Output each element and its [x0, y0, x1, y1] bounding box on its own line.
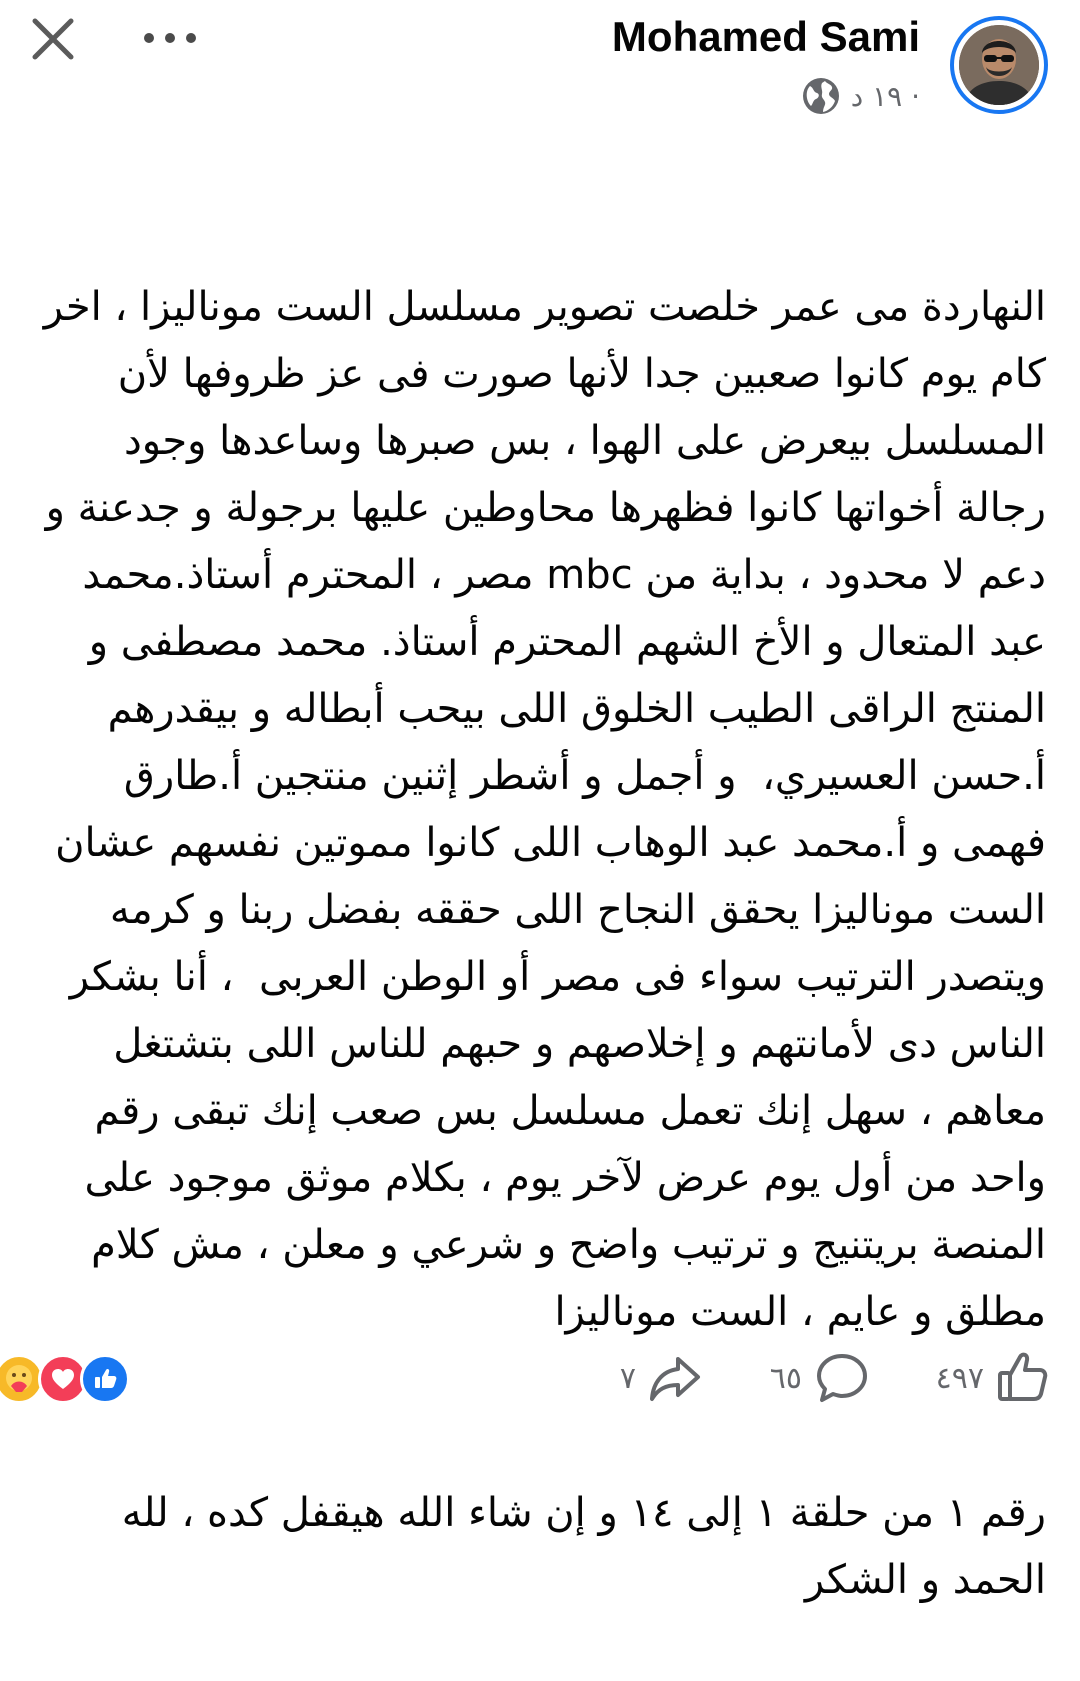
post-meta — [801, 74, 920, 118]
share-count: ٧ — [619, 1360, 636, 1396]
comment-count: ٦٥ — [769, 1360, 802, 1396]
comment-button[interactable] — [770, 1348, 870, 1408]
post-paragraph: النهاردة مى عمر خلصت تصوير مسلسل الست موناليزا ، اخر كام يوم كانوا صعبين جدا لأنها صورت فى عز ظروفها لأن المسلسل بيعرض على الهوا ، بس صبرها وساعدها وجود رجالة أخواتها كانوا فظهرها محاوطين عليها برجولة و جدعنة و دعم لا محدود ، بداية من mbc مصر ، المحترم أستاذ.محمد عبد المتعال و الأخ الشهم المحترم أستاذ. محمد مصطفى و المنتج الراقى الطيب الخلوق اللى بيحب أبطاله و بيقدرهم أ.حسن العسيري، و أجمل و أشطر إثنين منتجين أ.طارق فهمى و أ.محمد عبد الوهاب اللى كانوا مموتين نفسهم عشان الست موناليزا يحقق النجاح اللى حققه بفضل ربنا و كرمه ويتصدر الترتيب سواء فى مصر أو الوطن العربى ، أنا بشكر الناس دى لأمانتهم و إخلاصهم و حبهم للناس اللى بتشتغل معاهم ، سهل إنك تعمل مسلسل بس صعب إنك تبقى رقم واحد من أول يوم عرض لآخر يوم ، بكلام موثق موجود على المنصة بريتنيج و ترتيب واضح و شرعي و معلن ، مش كلام مطلق و عايم ، الست موناليزا — [31, 284, 1046, 1335]
author-name[interactable]: Mohamed Sami — [611, 13, 920, 60]
post-paragraph: رقم ١ من حلقة ١ إلى ١٤ و إن شاء الله هيقفل كده ، لله الحمد و الشكر — [109, 1490, 1046, 1603]
comment-icon — [814, 1351, 870, 1405]
avatar-photo — [959, 25, 1039, 105]
like-button[interactable] — [936, 1348, 1050, 1408]
like-count: ٤٩٧ — [935, 1360, 984, 1396]
post-body — [30, 140, 1046, 1681]
post-header — [0, 0, 1080, 130]
post-footer — [0, 1340, 1080, 1416]
globe-icon — [801, 76, 841, 116]
post-timestamp[interactable]: ١٩ د · — [850, 79, 920, 113]
more-options-button[interactable] — [140, 18, 200, 58]
close-icon — [30, 16, 76, 62]
like-icon — [80, 1354, 130, 1404]
author-avatar[interactable] — [950, 16, 1048, 114]
reaction-summary[interactable] — [0, 1354, 130, 1402]
thumbs-up-icon — [996, 1351, 1050, 1405]
share-icon — [648, 1353, 702, 1403]
more-options-icon — [143, 32, 197, 44]
share-button[interactable] — [620, 1348, 702, 1408]
close-button[interactable] — [26, 12, 80, 66]
